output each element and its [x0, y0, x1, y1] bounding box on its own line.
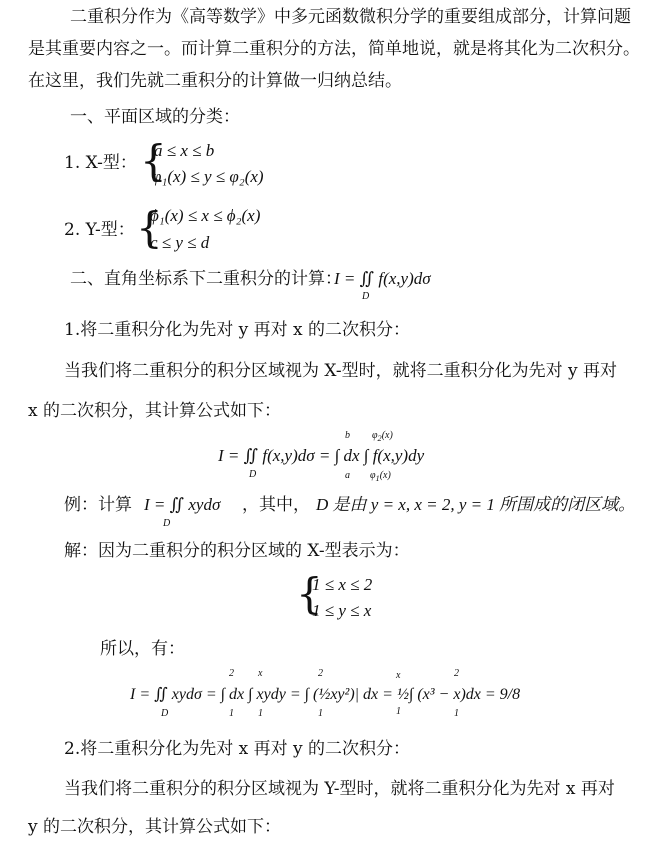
- example-prefix: 例：计算: [64, 495, 132, 515]
- example-integral: I = ∬ xydσ: [144, 495, 221, 514]
- intro-line-1: 二重积分作为《高等数学》中多元函数微积分学的重要组成部分，计算问题: [70, 7, 631, 27]
- formula-1-lower-phi1: $\varphi_1(x)$: [370, 470, 391, 483]
- formula-1-lower-a: a: [345, 470, 350, 481]
- result-upper-2a: 2: [229, 668, 234, 679]
- formula-1-upper-phi2: $\varphi_2(x)$: [372, 430, 393, 443]
- formula-1: I = ∬ f(x,y)dσ = ∫ dx ∫ f(x,y)dy: [218, 446, 425, 465]
- solution-brace: {: [296, 569, 323, 618]
- x-type-brace: {: [140, 136, 167, 185]
- intro-line-3: 在这里，我们先就二重积分的计算做一归纳总结。: [28, 71, 402, 91]
- example-mid: ，其中，: [242, 495, 310, 515]
- solution-condition-1: 1 ≤ x ≤ 2: [312, 575, 373, 594]
- y-type-condition-1: ϕ₁(x) ≤ x ≤ ϕ₂(x): [150, 206, 261, 225]
- subsection-2-heading: 2.将二重积分化为先对 x 再对 y 的二次积分：: [64, 739, 411, 759]
- result-upper-2c: 2: [454, 668, 459, 679]
- section-2-heading: 二、直角坐标系下二重积分的计算：: [70, 269, 342, 289]
- intro-line-2: 是其重要内容之一。而计算二重积分的方法，简单地说，就是将其化为二次积分。: [28, 39, 640, 59]
- subsection-1-heading: 1.将二重积分化为先对 y 再对 x 的二次积分：: [64, 320, 411, 340]
- solution-condition-2: 1 ≤ y ≤ x: [312, 601, 372, 620]
- subsection-2-desc-line-2: y 的二次积分，其计算公式如下：: [28, 817, 282, 837]
- subsection-1-desc-line-1: 当我们将二重积分的积分区域视为 X-型时，就将二重积分化为先对 y 再对: [64, 361, 618, 381]
- formula-1-domain-label: D: [249, 469, 257, 480]
- example-domain-label: D: [163, 518, 171, 529]
- y-type-brace: {: [136, 203, 163, 252]
- section-2-formula: I = ∬ f(x,y)dσ: [334, 269, 431, 288]
- y-type-label: 2. Y-型：: [64, 220, 135, 240]
- solution-line: 解：因为二重积分的积分区域的 X-型表示为：: [64, 541, 410, 561]
- result-domain-label: D: [161, 708, 169, 719]
- therefore-label: 所以，有：: [100, 639, 185, 659]
- section-1-heading: 一、平面区域的分类：: [70, 107, 240, 127]
- x-type-condition-1: a ≤ x ≤ b: [154, 141, 215, 160]
- result-upper-2b: 2: [318, 668, 323, 679]
- x-type-condition-2: φ₁(x) ≤ y ≤ φ₂(x): [152, 167, 264, 186]
- result-lower-1c: 1: [318, 708, 323, 719]
- y-type-condition-2: c ≤ y ≤ d: [150, 233, 210, 252]
- result-lower-1a: 1: [229, 708, 234, 719]
- subsection-1-desc-line-2: x 的二次积分，其计算公式如下：: [28, 401, 281, 421]
- example-region: D 是由 y = x, x = 2, y = 1 所围成的闭区域。: [316, 495, 636, 514]
- result-eval-1: 1: [396, 706, 401, 717]
- result-lower-1b: 1: [258, 708, 263, 719]
- section-2-domain-label: D: [362, 291, 370, 302]
- subsection-2-desc-line-1: 当我们将二重积分的积分区域视为 Y-型时，就将二重积分化为先对 x 再对: [64, 779, 615, 799]
- formula-1-upper-b: b: [345, 430, 350, 441]
- result-lower-1d: 1: [454, 708, 459, 719]
- result-upper-x: x: [258, 668, 263, 679]
- result-formula: I = ∬ xydσ = ∫ dx ∫ xydy = ∫ (½xy²)| dx = ½∫ (x³ − x)dx = 9/8: [130, 686, 521, 703]
- x-type-label: 1. X-型：: [64, 153, 137, 173]
- result-eval-x: x: [396, 670, 401, 681]
